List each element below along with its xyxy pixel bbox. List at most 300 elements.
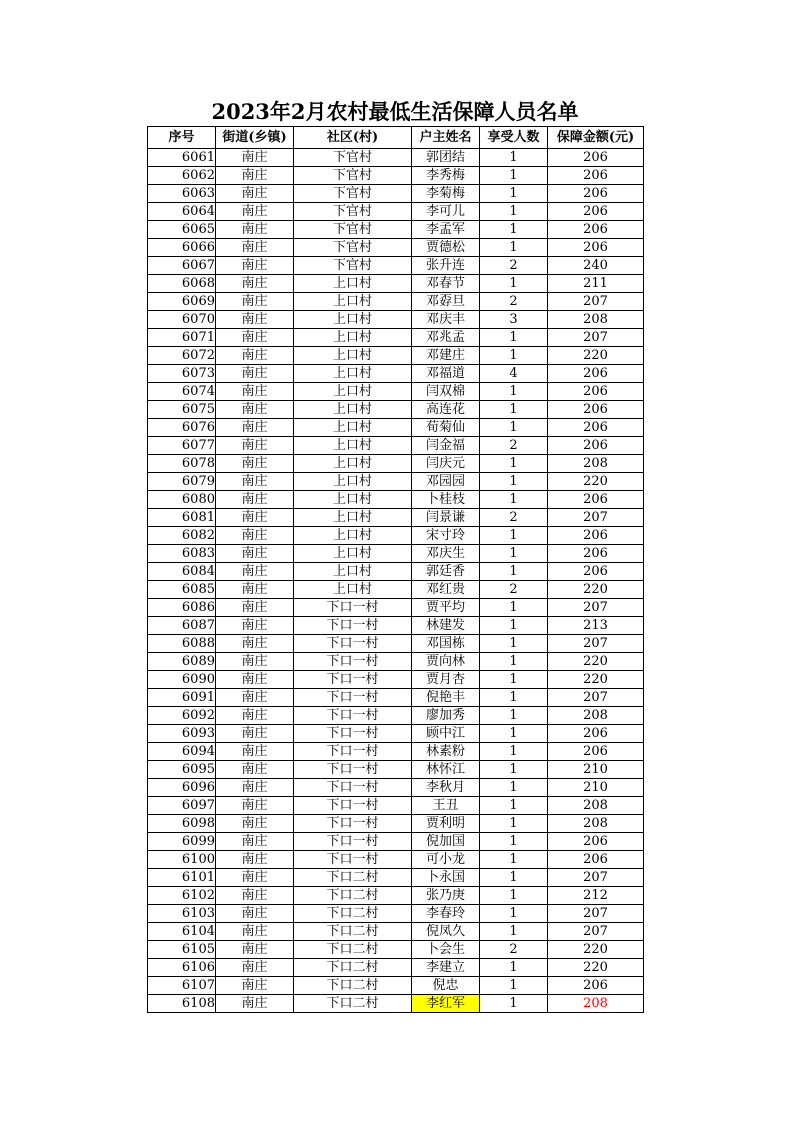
amount-cell: 206: [548, 203, 644, 221]
amount-cell: 206: [548, 149, 644, 167]
community-cell: 下口二村: [294, 977, 412, 995]
street-cell: 南庄: [216, 599, 294, 617]
street-cell: 南庄: [216, 437, 294, 455]
community-cell: 下口一村: [294, 851, 412, 869]
amount-cell: 208: [548, 455, 644, 473]
community-cell: 上口村: [294, 473, 412, 491]
amount-cell: 207: [548, 599, 644, 617]
householder-name-cell: 邓兆孟: [412, 329, 480, 347]
amount-cell: 220: [548, 671, 644, 689]
householder-name-cell: 闫双棉: [412, 383, 480, 401]
serial-no-cell: 6063: [148, 185, 216, 203]
householder-name-cell: 贾向林: [412, 653, 480, 671]
table-row: [148, 419, 644, 437]
beneficiaries-cell: 3: [480, 311, 548, 329]
community-cell: 下官村: [294, 257, 412, 275]
serial-no-cell: 6074: [148, 383, 216, 401]
householder-name-cell: 宋寸玲: [412, 527, 480, 545]
roster-table: [147, 126, 644, 1013]
table-row: [148, 923, 644, 941]
amount-cell: 207: [548, 635, 644, 653]
amount-cell: 206: [548, 743, 644, 761]
table-row: [148, 437, 644, 455]
beneficiaries-cell: 1: [480, 329, 548, 347]
table-row: [148, 509, 644, 527]
beneficiaries-cell: 1: [480, 203, 548, 221]
table-row: [148, 689, 644, 707]
community-cell: 上口村: [294, 365, 412, 383]
amount-cell: 211: [548, 275, 644, 293]
street-cell: 南庄: [216, 905, 294, 923]
amount-cell: 220: [548, 581, 644, 599]
community-cell: 上口村: [294, 545, 412, 563]
householder-name-cell: 贾利明: [412, 815, 480, 833]
amount-cell: 206: [548, 437, 644, 455]
householder-name-cell: 邓孬旦: [412, 293, 480, 311]
street-cell: 南庄: [216, 761, 294, 779]
community-cell: 下官村: [294, 149, 412, 167]
street-cell: 南庄: [216, 635, 294, 653]
table-row: [148, 401, 644, 419]
beneficiaries-cell: 1: [480, 563, 548, 581]
serial-no-cell: 6108: [148, 995, 216, 1013]
street-cell: 南庄: [216, 239, 294, 257]
street-cell: 南庄: [216, 491, 294, 509]
amount-cell: 220: [548, 473, 644, 491]
serial-no-cell: 6072: [148, 347, 216, 365]
header-beneficiaries: 享受人数: [480, 127, 548, 149]
amount-cell: 206: [548, 545, 644, 563]
amount-cell: 208: [548, 797, 644, 815]
community-cell: 下口二村: [294, 941, 412, 959]
beneficiaries-cell: 1: [480, 671, 548, 689]
amount-cell: 220: [548, 959, 644, 977]
table-row: [148, 653, 644, 671]
community-cell: 上口村: [294, 581, 412, 599]
serial-no-cell: 6090: [148, 671, 216, 689]
street-cell: 南庄: [216, 563, 294, 581]
street-cell: 南庄: [216, 851, 294, 869]
table-row: [148, 833, 644, 851]
table-row: [148, 995, 644, 1013]
amount-cell: 210: [548, 779, 644, 797]
table-row: [148, 905, 644, 923]
table-row: [148, 347, 644, 365]
serial-no-cell: 6084: [148, 563, 216, 581]
table-row: [148, 149, 644, 167]
beneficiaries-cell: 1: [480, 887, 548, 905]
street-cell: 南庄: [216, 275, 294, 293]
serial-no-cell: 6077: [148, 437, 216, 455]
serial-no-cell: 6091: [148, 689, 216, 707]
community-cell: 下官村: [294, 185, 412, 203]
community-cell: 下口一村: [294, 671, 412, 689]
street-cell: 南庄: [216, 527, 294, 545]
table-row: [148, 527, 644, 545]
beneficiaries-cell: 1: [480, 923, 548, 941]
serial-no-cell: 6094: [148, 743, 216, 761]
community-cell: 下口二村: [294, 923, 412, 941]
street-cell: 南庄: [216, 617, 294, 635]
householder-name-cell: 郭廷香: [412, 563, 480, 581]
beneficiaries-cell: 1: [480, 635, 548, 653]
beneficiaries-cell: 1: [480, 689, 548, 707]
beneficiaries-cell: 2: [480, 257, 548, 275]
street-cell: 南庄: [216, 311, 294, 329]
serial-no-cell: 6062: [148, 167, 216, 185]
community-cell: 上口村: [294, 293, 412, 311]
amount-cell: 207: [548, 869, 644, 887]
table-row: [148, 941, 644, 959]
beneficiaries-cell: 1: [480, 419, 548, 437]
roster-body: [148, 149, 644, 1013]
serial-no-cell: 6085: [148, 581, 216, 599]
serial-no-cell: 6107: [148, 977, 216, 995]
beneficiaries-cell: 2: [480, 509, 548, 527]
householder-name-cell: 贾德松: [412, 239, 480, 257]
householder-name-cell: 李可儿: [412, 203, 480, 221]
street-cell: 南庄: [216, 959, 294, 977]
community-cell: 下官村: [294, 239, 412, 257]
table-row: [148, 797, 644, 815]
community-cell: 上口村: [294, 509, 412, 527]
street-cell: 南庄: [216, 977, 294, 995]
community-cell: 上口村: [294, 527, 412, 545]
serial-no-cell: 6095: [148, 761, 216, 779]
serial-no-cell: 6101: [148, 869, 216, 887]
table-row: [148, 671, 644, 689]
householder-name-cell: 郭团结: [412, 149, 480, 167]
householder-name-cell: 张升连: [412, 257, 480, 275]
table-row: [148, 761, 644, 779]
beneficiaries-cell: 1: [480, 869, 548, 887]
serial-no-cell: 6103: [148, 905, 216, 923]
beneficiaries-cell: 1: [480, 725, 548, 743]
serial-no-cell: 6073: [148, 365, 216, 383]
beneficiaries-cell: 2: [480, 293, 548, 311]
street-cell: 南庄: [216, 149, 294, 167]
serial-no-cell: 6106: [148, 959, 216, 977]
community-cell: 下口一村: [294, 779, 412, 797]
community-cell: 下官村: [294, 167, 412, 185]
community-cell: 上口村: [294, 311, 412, 329]
amount-cell: 206: [548, 185, 644, 203]
table-row: [148, 815, 644, 833]
householder-name-cell: 邓红贵: [412, 581, 480, 599]
community-cell: 上口村: [294, 275, 412, 293]
serial-no-cell: 6076: [148, 419, 216, 437]
serial-no-cell: 6096: [148, 779, 216, 797]
community-cell: 下口二村: [294, 869, 412, 887]
beneficiaries-cell: 1: [480, 743, 548, 761]
serial-no-cell: 6100: [148, 851, 216, 869]
amount-cell: 207: [548, 293, 644, 311]
table-row: [148, 455, 644, 473]
householder-name-cell: 贾月杏: [412, 671, 480, 689]
householder-name-cell: 邓国栋: [412, 635, 480, 653]
table-row: [148, 851, 644, 869]
header-row: [148, 127, 644, 149]
table-row: [148, 293, 644, 311]
street-cell: 南庄: [216, 581, 294, 599]
beneficiaries-cell: 1: [480, 275, 548, 293]
beneficiaries-cell: 1: [480, 473, 548, 491]
beneficiaries-cell: 1: [480, 221, 548, 239]
serial-no-cell: 6068: [148, 275, 216, 293]
householder-name-cell: 李春玲: [412, 905, 480, 923]
street-cell: 南庄: [216, 725, 294, 743]
amount-cell: 206: [548, 833, 644, 851]
community-cell: 下口一村: [294, 725, 412, 743]
serial-no-cell: 6105: [148, 941, 216, 959]
community-cell: 上口村: [294, 419, 412, 437]
amount-cell: 207: [548, 905, 644, 923]
community-cell: 上口村: [294, 437, 412, 455]
householder-name-cell: 卜永国: [412, 869, 480, 887]
beneficiaries-cell: 1: [480, 491, 548, 509]
serial-no-cell: 6070: [148, 311, 216, 329]
header-amount: 保障金额(元): [548, 127, 644, 149]
community-cell: 下口一村: [294, 797, 412, 815]
table-row: [148, 365, 644, 383]
householder-name-cell: 倪艳丰: [412, 689, 480, 707]
table-row: [148, 221, 644, 239]
street-cell: 南庄: [216, 257, 294, 275]
beneficiaries-cell: 1: [480, 401, 548, 419]
amount-cell: 206: [548, 419, 644, 437]
street-cell: 南庄: [216, 509, 294, 527]
street-cell: 南庄: [216, 293, 294, 311]
street-cell: 南庄: [216, 671, 294, 689]
community-cell: 上口村: [294, 329, 412, 347]
beneficiaries-cell: 2: [480, 941, 548, 959]
amount-cell: 206: [548, 167, 644, 185]
serial-no-cell: 6061: [148, 149, 216, 167]
serial-no-cell: 6098: [148, 815, 216, 833]
street-cell: 南庄: [216, 887, 294, 905]
serial-no-cell: 6083: [148, 545, 216, 563]
community-cell: 下口一村: [294, 689, 412, 707]
table-row: [148, 167, 644, 185]
community-cell: 上口村: [294, 491, 412, 509]
beneficiaries-cell: 1: [480, 995, 548, 1013]
serial-no-cell: 6064: [148, 203, 216, 221]
householder-name-cell: 张乃庚: [412, 887, 480, 905]
table-row: [148, 599, 644, 617]
table-row: [148, 635, 644, 653]
householder-name-cell: 倪凤久: [412, 923, 480, 941]
community-cell: 上口村: [294, 563, 412, 581]
householder-name-cell: 邓庆丰: [412, 311, 480, 329]
street-cell: 南庄: [216, 689, 294, 707]
street-cell: 南庄: [216, 545, 294, 563]
householder-name-cell: 邓园园: [412, 473, 480, 491]
street-cell: 南庄: [216, 707, 294, 725]
householder-name-cell: 林建发: [412, 617, 480, 635]
community-cell: 下口二村: [294, 887, 412, 905]
table-row: [148, 383, 644, 401]
serial-no-cell: 6071: [148, 329, 216, 347]
serial-no-cell: 6069: [148, 293, 216, 311]
serial-no-cell: 6092: [148, 707, 216, 725]
table-row: [148, 725, 644, 743]
street-cell: 南庄: [216, 455, 294, 473]
amount-cell: 206: [548, 401, 644, 419]
table-row: [148, 977, 644, 995]
community-cell: 下口一村: [294, 599, 412, 617]
amount-cell: 213: [548, 617, 644, 635]
street-cell: 南庄: [216, 743, 294, 761]
amount-cell: 220: [548, 347, 644, 365]
amount-cell: 220: [548, 941, 644, 959]
serial-no-cell: 6097: [148, 797, 216, 815]
householder-name-cell: 李菊梅: [412, 185, 480, 203]
amount-cell: 207: [548, 689, 644, 707]
serial-no-cell: 6088: [148, 635, 216, 653]
amount-cell: 210: [548, 761, 644, 779]
community-cell: 下口一村: [294, 815, 412, 833]
serial-no-cell: 6087: [148, 617, 216, 635]
amount-cell: 206: [548, 725, 644, 743]
amount-cell: 206: [548, 977, 644, 995]
amount-cell: 208: [548, 995, 644, 1013]
table-row: [148, 707, 644, 725]
table-row: [148, 491, 644, 509]
householder-name-cell: 高连花: [412, 401, 480, 419]
householder-name-cell: 倪加国: [412, 833, 480, 851]
serial-no-cell: 6078: [148, 455, 216, 473]
amount-cell: 206: [548, 221, 644, 239]
beneficiaries-cell: 2: [480, 437, 548, 455]
householder-name-cell: 李秋月: [412, 779, 480, 797]
amount-cell: 206: [548, 239, 644, 257]
street-cell: 南庄: [216, 473, 294, 491]
community-cell: 下口一村: [294, 617, 412, 635]
householder-name-cell: 林怀江: [412, 761, 480, 779]
householder-name-cell: 李秀梅: [412, 167, 480, 185]
amount-cell: 208: [548, 707, 644, 725]
beneficiaries-cell: 2: [480, 581, 548, 599]
beneficiaries-cell: 1: [480, 545, 548, 563]
beneficiaries-cell: 1: [480, 851, 548, 869]
amount-cell: 208: [548, 815, 644, 833]
beneficiaries-cell: 1: [480, 185, 548, 203]
community-cell: 下口一村: [294, 833, 412, 851]
serial-no-cell: 6102: [148, 887, 216, 905]
householder-name-cell: 王丑: [412, 797, 480, 815]
table-row: [148, 743, 644, 761]
beneficiaries-cell: 1: [480, 347, 548, 365]
header-community: 社区(村): [294, 127, 412, 149]
table-row: [148, 779, 644, 797]
amount-cell: 206: [548, 491, 644, 509]
header-serial-no: 序号: [148, 127, 216, 149]
street-cell: 南庄: [216, 401, 294, 419]
beneficiaries-cell: 1: [480, 617, 548, 635]
beneficiaries-cell: 1: [480, 149, 548, 167]
householder-name-cell: 邓春节: [412, 275, 480, 293]
serial-no-cell: 6066: [148, 239, 216, 257]
householder-name-cell: 廖加秀: [412, 707, 480, 725]
street-cell: 南庄: [216, 221, 294, 239]
householder-name-cell: 李建立: [412, 959, 480, 977]
beneficiaries-cell: 4: [480, 365, 548, 383]
serial-no-cell: 6065: [148, 221, 216, 239]
community-cell: 上口村: [294, 347, 412, 365]
table-row: [148, 581, 644, 599]
householder-name-cell: 可小龙: [412, 851, 480, 869]
table-row: [148, 617, 644, 635]
street-cell: 南庄: [216, 203, 294, 221]
community-cell: 上口村: [294, 383, 412, 401]
householder-name-cell: 卜会生: [412, 941, 480, 959]
householder-name-cell: 李孟军: [412, 221, 480, 239]
table-row: [148, 545, 644, 563]
householder-name-cell: 闫金福: [412, 437, 480, 455]
community-cell: 下官村: [294, 203, 412, 221]
table-row: [148, 257, 644, 275]
amount-cell: 212: [548, 887, 644, 905]
table-row: [148, 959, 644, 977]
community-cell: 下口二村: [294, 905, 412, 923]
amount-cell: 206: [548, 851, 644, 869]
beneficiaries-cell: 1: [480, 383, 548, 401]
table-row: [148, 887, 644, 905]
table-row: [148, 869, 644, 887]
community-cell: 下官村: [294, 221, 412, 239]
serial-no-cell: 6081: [148, 509, 216, 527]
amount-cell: 206: [548, 527, 644, 545]
householder-name-cell: 林素粉: [412, 743, 480, 761]
beneficiaries-cell: 1: [480, 797, 548, 815]
street-cell: 南庄: [216, 347, 294, 365]
street-cell: 南庄: [216, 167, 294, 185]
street-cell: 南庄: [216, 365, 294, 383]
amount-cell: 207: [548, 509, 644, 527]
householder-name-cell: 闫景谦: [412, 509, 480, 527]
householder-name-cell: 贾平均: [412, 599, 480, 617]
community-cell: 上口村: [294, 455, 412, 473]
beneficiaries-cell: 1: [480, 779, 548, 797]
amount-cell: 220: [548, 653, 644, 671]
householder-name-cell: 闫庆元: [412, 455, 480, 473]
beneficiaries-cell: 1: [480, 527, 548, 545]
serial-no-cell: 6086: [148, 599, 216, 617]
beneficiaries-cell: 1: [480, 239, 548, 257]
community-cell: 下口一村: [294, 707, 412, 725]
serial-no-cell: 6067: [148, 257, 216, 275]
table-row: [148, 203, 644, 221]
amount-cell: 240: [548, 257, 644, 275]
table-row: [148, 563, 644, 581]
street-cell: 南庄: [216, 419, 294, 437]
beneficiaries-cell: 1: [480, 455, 548, 473]
householder-name-cell: 倪忠: [412, 977, 480, 995]
community-cell: 下口二村: [294, 959, 412, 977]
householder-name-cell: 荀菊仙: [412, 419, 480, 437]
community-cell: 下口一村: [294, 761, 412, 779]
community-cell: 下口一村: [294, 743, 412, 761]
header-street: 街道(乡镇): [216, 127, 294, 149]
beneficiaries-cell: 1: [480, 977, 548, 995]
serial-no-cell: 6075: [148, 401, 216, 419]
street-cell: 南庄: [216, 329, 294, 347]
beneficiaries-cell: 1: [480, 599, 548, 617]
householder-name-cell: 邓建庄: [412, 347, 480, 365]
serial-no-cell: 6080: [148, 491, 216, 509]
householder-name-cell: 邓庆生: [412, 545, 480, 563]
street-cell: 南庄: [216, 383, 294, 401]
